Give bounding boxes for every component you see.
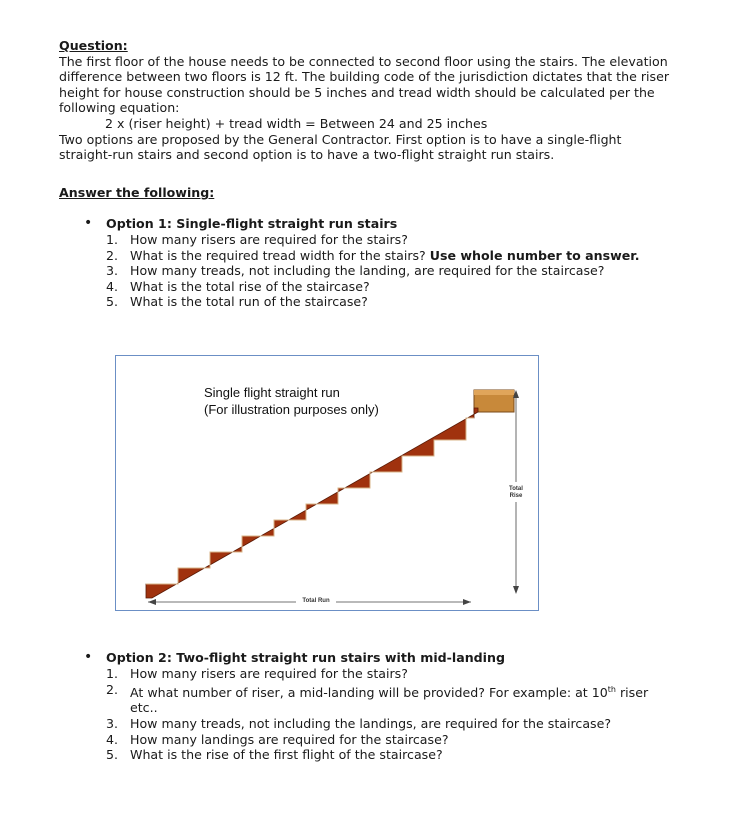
rise-arrow-down-icon <box>513 586 519 594</box>
tread-equation: 2 x (riser height) + tread width = Between 24 and 25 inches <box>105 115 488 131</box>
total-run-label: Total Run <box>302 598 330 604</box>
question-line-1: The first floor of the house needs to be connected to second floor using the stairs. The elevation <box>59 53 668 69</box>
list-item: 1. How many risers are required for the stairs? <box>106 666 408 681</box>
run-arrow-left-icon <box>148 599 156 605</box>
run-arrow-right-icon <box>463 599 471 605</box>
bullet-icon: • <box>84 215 93 231</box>
list-item: 1. How many risers are required for the stairs? <box>106 232 408 247</box>
question-line-6: straight-run stairs and second option is to have a two-flight straight run stairs. <box>59 147 555 163</box>
stair-stringer <box>146 408 478 598</box>
answer-heading: Answer the following: <box>59 185 215 200</box>
question-block <box>59 38 679 163</box>
total-rise-label: Total Rise <box>509 486 523 499</box>
list-item: 2. What is the required tread width for the stairs? Use whole number to answer. <box>106 247 640 263</box>
list-item: 3. How many treads, not including the landings, are required for the staircase? <box>106 715 612 731</box>
figure-title: Single flight straight run <box>204 385 340 400</box>
question-line-3: height for house construction should be 5 inches and tread width should be calculated per the <box>59 84 655 100</box>
list-item: 4. How many landings are required for the staircase? <box>106 731 449 747</box>
question-heading: Question: <box>59 38 128 53</box>
figure-subtitle: (For illustration purposes only) <box>204 402 379 417</box>
bullet-icon: • <box>84 649 93 665</box>
figure-caption <box>204 384 379 418</box>
list-item: 5. What is the rise of the first flight of the staircase? <box>106 747 443 763</box>
landing-top <box>474 390 514 395</box>
list-item: 4. What is the total rise of the staircase? <box>106 278 370 294</box>
list-item: 5. What is the total run of the staircase? <box>106 294 368 310</box>
question-line-2: difference between two floors is 12 ft. The building code of the jurisdiction dictates that the riser <box>59 69 670 85</box>
list-item: 2. At what number of riser, a mid-landing will be provided? For example: at 10th riser <box>106 681 649 700</box>
stair-illustration <box>115 355 539 611</box>
option-2-list <box>106 666 666 763</box>
list-item: 3. How many treads, not including the landing, are required for the staircase? <box>106 263 605 279</box>
option-1-list <box>106 232 666 310</box>
list-item: etc.. <box>130 700 158 716</box>
question-line-4: following equation: <box>59 100 180 116</box>
option-1-title: Option 1: Single-flight straight run stairs <box>106 216 398 231</box>
question-line-5: Two options are proposed by the General Contractor. First option is to have a single-flight <box>59 131 622 147</box>
option-2-title: Option 2: Two-flight straight run stairs with mid-landing <box>106 650 505 665</box>
